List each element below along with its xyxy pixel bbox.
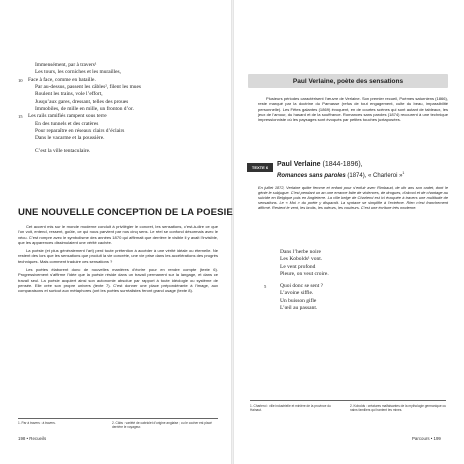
- line-number: 10: [18, 77, 23, 83]
- poem-line-text: Les tours, les corniches et les murailles,: [35, 69, 121, 76]
- poem-line: [28, 135, 223, 142]
- work-title-italic: Romances sans paroles: [277, 173, 346, 179]
- poem-line: [28, 121, 223, 128]
- poem-line: [280, 298, 329, 305]
- poem-line-text: Quoi donc se sent ?: [280, 283, 324, 290]
- poem-line-text: Dans le vacarme et la poussière.: [35, 135, 105, 142]
- line-number: 15: [18, 114, 23, 120]
- poem-line-text: Les Kobolds¹ vont.: [280, 256, 323, 263]
- texte-label: TEXTE 6: [247, 163, 273, 171]
- poem-line: [280, 249, 329, 256]
- italic-intro: En juillet 1872, Verlaine quitte femme et enfant pour s’enfuir avec Rimbaud, de dix ans son cadet, dont le génie le subjugue. C’est pendant un an une errance faite de violences, de drogues, d’alcool et de chantage au suicide en Belgique puis en Angleterre. La ville belge de Charleroi est ici évoquée à travers une multitude de sensations. Le « Moi » du poète y disparaît. La syntaxe se simplifie à l’extrême. Rien n’est franchement affirmé. Restent le vent, les bruits, les odeurs, les couleurs. C’est une écriture très moderne.: [258, 185, 448, 211]
- poem-line-text: Dans l’herbe noire: [280, 249, 321, 255]
- paragraph-1: Cet accent mis sur le monde moderne conduit à privilégier le concret, les sensations, c’est-à-dire ce que l’on voit, entend, ressent, goûte, ce qui nous parvient par nos cinq sens. Le réel se confond désormais avec le vécu. C’est rompre avec le symbolisme des années 1870 qui affirmait que derrière le visible il y avait l’invisible, que les apparences dissimulaient une vérité cachée.: [18, 224, 218, 245]
- poem-line: [18, 113, 223, 120]
- poem-line-text: Le vent profond: [280, 263, 316, 270]
- poem-line: [280, 271, 329, 278]
- text-author: [277, 161, 363, 168]
- author-dates: (1844-1896),: [322, 161, 363, 168]
- poem-line: [280, 264, 329, 271]
- footnote-rule-right: [250, 400, 446, 401]
- poem-line-text: Par au-dessus, passent les câbles², filent les mues: [35, 84, 141, 91]
- poem-line-text: Jusqu’aux gares, dressant, telles des proues: [35, 98, 129, 105]
- footnote-1: 1. Par à travers : à travers.: [18, 421, 56, 425]
- poem-line: [28, 91, 223, 98]
- poem-line-text: Immensément, par à travers¹: [35, 62, 97, 68]
- paragraph-2: La poésie (et plus généralement l’art) perd toute prétention à accéder à une vérité idéale ou éternelle. Ne restent des lors que les sensations que produit la vie concrète, une vie prise dans les accélérations des progrès techniques. Mais comment traduire ces sensations ?: [18, 248, 218, 264]
- footnote-right-1: 1. Charleroi : ville industrielle et minière de la province du Hainaut.: [250, 404, 331, 412]
- poem-line-text: L’œil au passant.: [280, 305, 318, 312]
- texte-rule: [247, 171, 273, 172]
- right-page: [234, 0, 464, 464]
- poem-line-text: Un buisson gifle: [280, 297, 317, 304]
- page-folio-right: Parcours • 199: [412, 436, 441, 441]
- footnote-rule: [18, 418, 218, 419]
- poem-line: [28, 128, 223, 135]
- footnote-right-2: 2. Kobolds : créatures malfaisantes de la mythologie germanique ou nains familiers qui hantent les mines.: [350, 404, 447, 412]
- poem-line-text: Pour reparaître en réseaux clairs d’éclairs: [35, 128, 125, 135]
- paragraph-3: Les poètes élaborent donc de nouvelles manières d’écrire pour en rendre compte (texte 6). Progressivement s’affirme l’idée que la poésie réside dans un travail permanent sur la langage, et dans ce travail seul. La poésie acquiert ainsi son autonomie absolue par rapport à toute idéologie ou système de pensée. Elle crée son propre univers (texte 7). C’est donner une place prépondérante à l’image, aux comparaisons et surtout aux métaphores (ont les poètes surréalistes feront grand usage (texte 8).: [18, 267, 218, 294]
- poem-line: [28, 69, 223, 76]
- page-folio-left: 198 • Recueils: [18, 436, 47, 441]
- work-title-sup: 1: [402, 171, 405, 175]
- poem-line-text: Immobiles, de mille en mille, un fronton d’or.: [35, 106, 134, 113]
- author-name: Paul Verlaine: [277, 161, 321, 168]
- footnote-2: 2. Câbs : variété de cabriolet d’origine anglaise ; ou le cocher est placé derrière le voyageur.: [112, 421, 212, 429]
- poem-line: [280, 305, 329, 312]
- poem-line: [280, 290, 329, 297]
- intro-paragraph: [258, 96, 448, 122]
- poem-line: [18, 76, 223, 84]
- line-number: 5: [264, 284, 267, 290]
- poem-line-text: Les rails ramifiés rampent sous terre: [28, 113, 107, 120]
- poem-line-text: L’avoine siffle.: [280, 290, 314, 297]
- right-poem: [264, 249, 329, 312]
- poem-line-text: Roulent les trains, vole l’effort,: [35, 91, 103, 98]
- work-title: [277, 171, 404, 179]
- left-poem: [18, 62, 223, 155]
- poem-line: [28, 148, 223, 155]
- section-banner: Paul Verlaine, poète des sensations: [248, 74, 448, 88]
- poem-line-text: Pleure, on veut croire.: [280, 270, 329, 277]
- poem-line-text: Face à face, comme en bataille.: [28, 76, 96, 83]
- poem-line: [28, 62, 223, 69]
- poem-line-text: En des tunnels et des cratères: [35, 120, 99, 127]
- poem-line-text: C’est la ville tentaculaire.: [35, 147, 91, 154]
- section-title: UNE NOUVELLE CONCEPTION DE LA POESIE: [18, 207, 233, 218]
- intro-text: Plusieurs périodes caractérisent l’œuvre de Verlaine. Son premier recueil, Poèmes saturniens (1866), reste marqué par la doctrine du Parnasse (refus de tout engagement, culte du beau, impassibilité personnelle). Les Fêtes galantes (1869) évoquent, en de courtes scènes qui sont autant de tableaux, les jeux de l’amour, du hasard et de la souffrance. Romances sans paroles (1874) recourent à une technique impressionniste où les paysages sont évoqués par petites touches juxtaposées.: [258, 96, 448, 123]
- left-body-text: [18, 224, 218, 297]
- poem-line: [280, 256, 329, 263]
- work-title-rest: (1874), « Charleroi »: [347, 173, 403, 179]
- poem-line: [28, 99, 223, 106]
